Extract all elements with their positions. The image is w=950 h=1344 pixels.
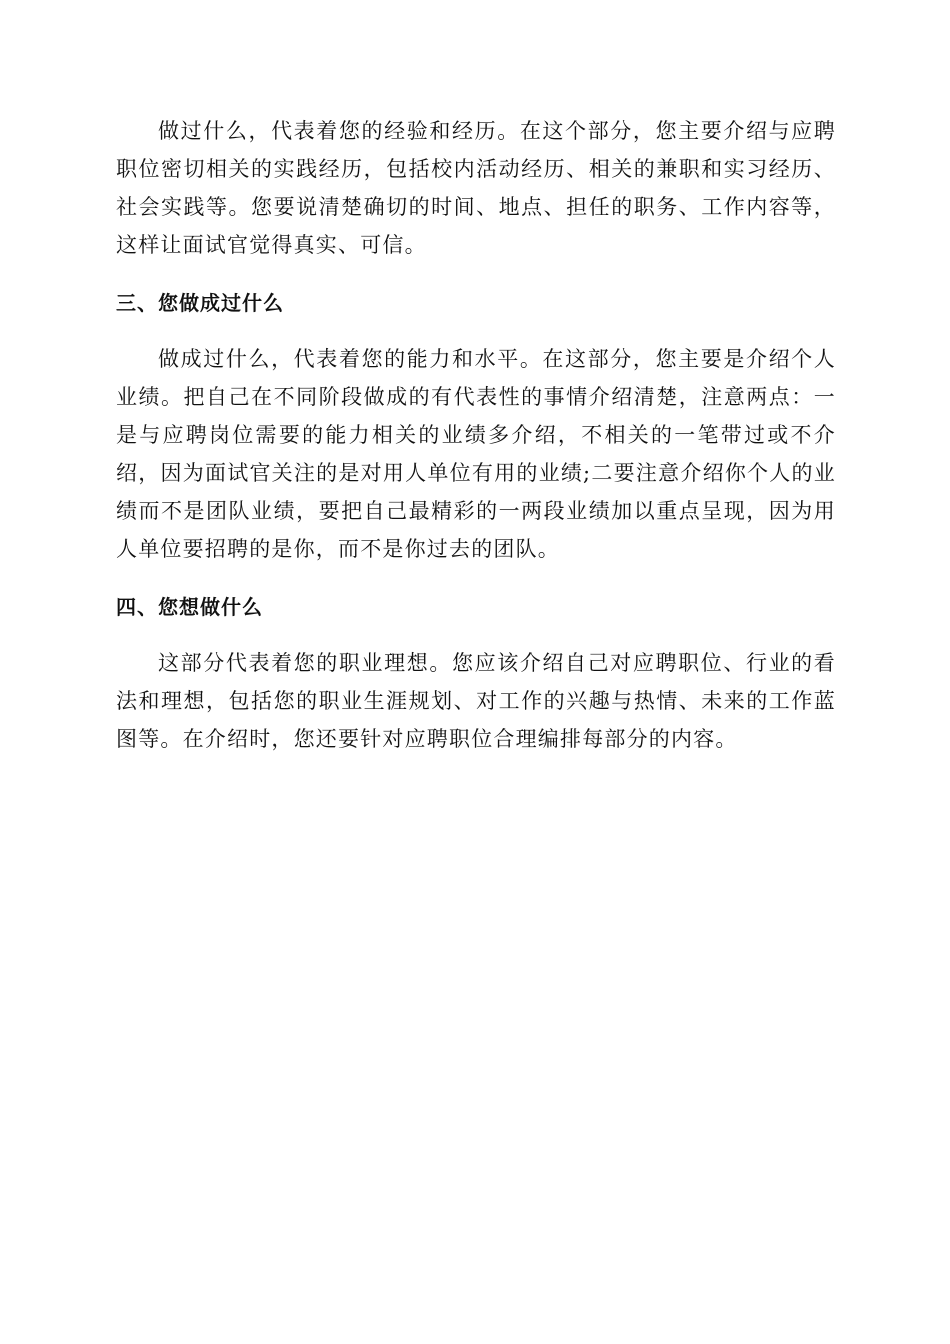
spacer: [116, 264, 836, 284]
section-heading-achievements: 三、您做成过什么: [116, 291, 284, 315]
paragraph-achievements: 做成过什么，代表着您的能力和水平。在这部分，您主要是介绍个人业绩。把自己在不同阶段做成的有代表性的事情介绍清楚，注意两点：一是与应聘岗位需要的能力相关的业绩多介绍，不相关的一笔带过或不介绍，因为面试官关注的是对用人单位有用的业绩;二要注意介绍你个人的业绩而不是团队业绩，要把自己最精彩的一两段业绩加以重点呈现，因为用人单位要招聘的是你，而不是你过去的团队。: [116, 347, 836, 561]
spacer: [116, 626, 836, 644]
document-body: [116, 112, 836, 758]
section-heading-aspirations: 四、您想做什么: [116, 595, 263, 619]
spacer: [116, 322, 836, 340]
paragraph-aspirations: 这部分代表着您的职业理想。您应该介绍自己对应聘职位、行业的看法和理想，包括您的职业生涯规划、对工作的兴趣与热情、未来的工作蓝图等。在介绍时，您还要针对应聘职位合理编排每部分的内容。: [116, 651, 836, 751]
paragraph-experience: 做过什么，代表着您的经验和经历。在这个部分，您主要介绍与应聘职位密切相关的实践经历，包括校内活动经历、相关的兼职和实习经历、社会实践等。您要说清楚确切的时间、地点、担任的职务、工作内容等，这样让面试官觉得真实、可信。: [116, 119, 836, 257]
spacer: [116, 568, 836, 588]
